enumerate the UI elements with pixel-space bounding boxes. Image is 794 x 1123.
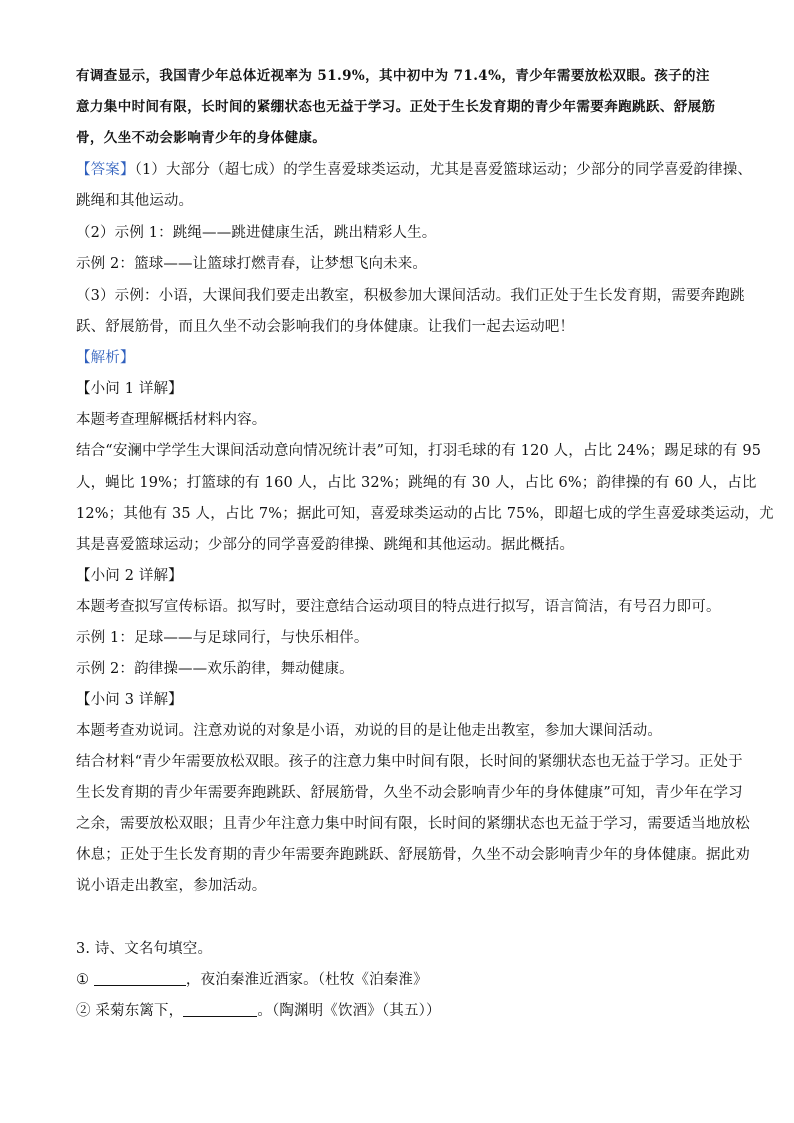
fill-blank-2[interactable] xyxy=(183,1000,257,1017)
answer-tag: 【答案】 xyxy=(76,162,135,178)
answer-line-4: 示例 2：篮球——让篮球打燃青春，让梦想飞向未来。 xyxy=(76,256,428,272)
q1-line-1: 本题考查理解概括材料内容。 xyxy=(76,412,267,428)
answer-line-6: 跃、舒展筋骨，而且久坐不动会影响我们的身体健康。让我们一起去运动吧！ xyxy=(76,319,575,335)
q3-heading: 【小问 3 详解】 xyxy=(76,692,183,708)
q2-line-1: 本题考查拟写宣传标语。拟写时，要注意结合运动项目的特点进行拟写，语言简洁，有号召力即可。 xyxy=(76,599,721,615)
q1-line-3: 人，蝇比 19%；打篮球的有 160 人，占比 32%；跳绳的有 30 人，占比 6%；韵律操的有 60 人，占比 xyxy=(76,475,757,491)
answer-line-1 xyxy=(76,159,753,181)
answer-line-2: 跳绳和其他运动。 xyxy=(76,193,194,209)
material-line-2: 意力集中时间有限，长时间的紧绷状态也无益于学习。正处于生长发育期的青少年需要奔跑跳跃、舒展筋 xyxy=(76,99,716,115)
item-1-text: ，夜泊秦淮近酒家。（杜牧《泊秦淮》 xyxy=(185,972,428,988)
q3-line-4: 之余，需要放松双眼；且青少年注意力集中时间有限，长时间的紧绷状态也无益于学习，需要适当地放松 xyxy=(76,816,750,832)
question-3-item-1 xyxy=(76,969,726,991)
q1-line-4: 12%；其他有 35 人，占比 7%；据此可知，喜爱球类运动的占比 75%，即超七成的学生喜爱球类运动，尤 xyxy=(76,506,774,522)
q1-line-2: 结合“安澜中学学生大课间活动意向情况统计表”可知，打羽毛球的有 120 人，占比 24%；踢足球的有 95 xyxy=(76,443,762,459)
q2-line-3: 示例 2：韵律操——欢乐韵律，舞动健康。 xyxy=(76,661,354,677)
item-2-text-after: 。（陶渊明《饮酒》（其五）） xyxy=(257,1003,441,1019)
item-2-text-before: ② 采菊东篱下， xyxy=(76,1003,184,1019)
answer-text: （1）大部分（超七成）的学生喜爱球类运动，尤其是喜爱篮球运动；少部分的同学喜爱韵律操、 xyxy=(134,162,753,178)
q2-line-2: 示例 1：足球——与足球同行，与快乐相伴。 xyxy=(76,630,369,646)
fill-blank-1[interactable] xyxy=(94,969,186,986)
q1-line-5: 其是喜爱篮球运动；少部分的同学喜爱韵律操、跳绳和其他运动。据此概括。 xyxy=(76,537,575,553)
q3-line-1: 本题考查劝说词。注意劝说的对象是小语，劝说的目的是让他走出教室，参加大课间活动。 xyxy=(76,723,662,739)
answer-line-3: （2）示例 1：跳绳——跳进健康生活，跳出精彩人生。 xyxy=(76,225,437,241)
material-line-1: 有调查显示，我国青少年总体近视率为 51.9%，其中初中为 71.4%，青少年需要放松双眼。孩子的注 xyxy=(76,68,710,84)
q1-heading: 【小问 1 详解】 xyxy=(76,381,183,397)
q3-line-6: 说小语走出教室，参加活动。 xyxy=(76,878,267,894)
item-1-marker: ① xyxy=(76,972,90,988)
material-line-3: 骨，久坐不动会影响青少年的身体健康。 xyxy=(76,130,327,146)
answer-line-5: （3）示例：小语，大课间我们要走出教室，积极参加大课间活动。我们正处于生长发育期，需要奔跑跳 xyxy=(76,288,745,304)
q3-line-5: 休息；正处于生长发育期的青少年需要奔跑跳跃、舒展筋骨，久坐不动会影响青少年的身体健康。据此劝 xyxy=(76,847,750,863)
q2-heading: 【小问 2 详解】 xyxy=(76,568,183,584)
question-3-title: 3. 诗、文名句填空。 xyxy=(76,941,213,957)
q3-line-2: 结合材料“青少年需要放松双眼。孩子的注意力集中时间有限，长时间的紧绷状态也无益于学习。正处于 xyxy=(76,754,743,770)
q3-line-3: 生长发育期的青少年需要奔跑跳跃、舒展筋骨，久坐不动会影响青少年的身体健康”可知，青少年在学习 xyxy=(76,785,743,801)
question-3-item-2 xyxy=(76,1000,726,1022)
analysis-tag: 【解析】 xyxy=(76,350,135,366)
